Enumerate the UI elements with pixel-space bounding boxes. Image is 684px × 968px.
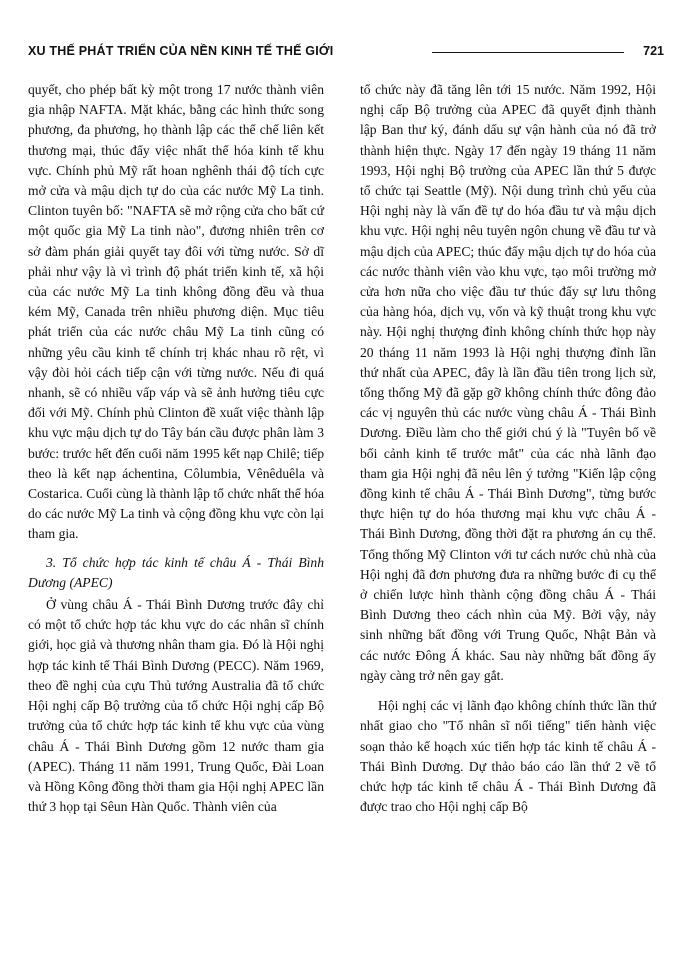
paragraph-leaders-meeting: Hội nghị các vị lãnh đạo không chính thức lần thứ nhất giao cho "Tổ nhân sĩ nổi tiếng" tiến hành việc soạn thảo kế hoạch xúc tiến hợp tác kinh tế châu Á - Thái Bình Dương. Dự thảo báo cáo lần thứ 2 về tổ chức hợp tác kinh tế châu Á - Thái Bình Dương đã được trao cho Hội nghị cấp Bộ [360, 698, 656, 815]
page-number: 721 [643, 44, 664, 58]
paragraph-apec-origin: Ở vùng châu Á - Thái Bình Dương trước đây chỉ có một tổ chức hợp tác khu vực do các nhân sĩ chính giới, học giả và thương nhân tham gia. Đó là Hội nghị hợp tác kinh tế Thái Bình Dương (PECC). Năm 1969, theo đề nghị của cựu Thủ tướng Australia đã tổ chức Hội nghị cấp Bộ trưởng của tổ chức Hội nghị cấp Bộ trưởng của tổ chức hợp tác kinh tế khu vực của vùng châu Á - Thái Bình Dương gồm 12 nước tham gia (APEC). Tháng 11 năm 1991, Trung Quốc, Đài Loan và Hồng Kông đồng thời tham gia Hội nghị APEC lần thứ 3 họp tại Sêun Hàn Quốc. Thành viên của [28, 597, 324, 815]
right-column [360, 80, 656, 817]
running-title: XU THẾ PHÁT TRIỂN CỦA NỀN KINH TẾ THẾ GIỚI [28, 44, 334, 58]
paragraph-nafta: quyết, cho phép bất kỳ một trong 17 nước thành viên gia nhập NAFTA. Mặt khác, bằng các hình thức song phương, đa phương, họ thành lập các thể chế liên kết thương mại, thúc đẩy việc nhất thể hóa kinh tế khu vực. Chính phủ Mỹ rất hoan nghênh thái độ tích cực mở cửa và mậu dịch tự do của các nước Mỹ La tinh. Clinton tuyên bố: "NAFTA sẽ mở rộng cửa cho bất cứ một quốc gia Mỹ La tinh nào", đương nhiên trên cơ sở đàm phán giải quyết tay đôi với từng nước. Sở dĩ phải như vậy là vì trình độ phát triển kinh tế, xã hội của các nước Mỹ La tinh không đồng đều và thua kém Mỹ, Canada trên nhiều phương diện. Mục tiêu phát triển của các nước châu Mỹ La tinh cũng có những yêu cầu kinh tế chính trị khác nhau rõ rệt, vì vậy đòi hỏi cách tiếp cận với từng nước. Nếu đi quá nhanh, sẽ có nhiều vấp váp và sẽ ảnh hưởng tiêu cực đối với Mỹ. Chính phủ Clinton đề xuất việc thành lập khu vực mậu dịch tự do Tây bán cầu được phân làm 3 bước: trước hết đến cuối năm 1995 kết nạp Chilê; tiếp theo là kết nạp áchentina, Côlumbia, Vênêduêla và Costarica. Cuối cùng là thành lập tổ chức nhất thể hóa do các nước Mỹ La tinh và cộng đồng khu vực còn lại tham gia. [28, 82, 324, 542]
page-header [28, 44, 664, 70]
section-heading-apec: 3. Tổ chức hợp tác kinh tế châu Á - Thái Bình Dương (APEC) [28, 554, 324, 590]
left-column [28, 80, 324, 817]
paragraph-apec-members: tổ chức này đã tăng lên tới 15 nước. Năm 1992, Hội nghị cấp Bộ trưởng của APEC đã quyết định thành lập Ban thư ký, đánh dấu sự vận hành của nó đã trở thành hiện thực. Ngày 17 đến ngày 19 tháng 11 năm 1993, Hội nghị Bộ trưởng của APEC lần thứ 5 được tổ chức tại Seattle (Mỹ). Nội dung trình chủ yếu của Hội nghị này là vấn đề tự do hóa đầu tư và mậu dịch khu vực. Hội nghị nêu tuyên ngôn chung về đầu tư và mậu dịch của APEC; thúc đẩy mậu dịch tự do hóa của các nước thành viên vào khu vực, tạo môi trường mở cửa hơn nữa cho việc đầu tư thúc đẩy sự lưu thông của hàng hóa, dịch vụ, vốn và kỹ thuật trong khu vực này. Hội nghị thượng đỉnh không chính thức họp này 20 tháng 11 năm 1993 là Hội nghị thượng đỉnh lần thứ nhất của APEC, đây là lần đầu tiên trong lịch sử, tổng thống Mỹ đã gặp gỡ không chính thức đông đảo các vị nguyên thủ các nước vùng châu Á - Thái Bình Dương. Điều làm cho thế giới chú ý là "Tuyên bố về bối cảnh kinh tế trước mắt" của các nhà lãnh đạo tham gia Hội nghị đã nêu lên ý tưởng "Kiến lập cộng đồng kinh tế châu Á - Thái Bình Dương", từng bước thực hiện tự do hóa thương mại khu vực châu Á - Thái Bình Dương, đồng thời đặt ra phương án cụ thể. Tổng thống Mỹ Clinton với tư cách nước chủ nhà của Hội nghị đã đơn phương đưa ra những bước đi cụ thể ở chiến lược hình thành cộng đồng châu Á - Thái Bình Dương theo cách nhìn của Mỹ. Bởi vậy, nảy sinh những bất đồng với Trung Quốc, Nhật Bản và các nước Đông Á khác. Sau này những bất đồng ấy ngày càng trở nên gay gắt. [360, 82, 656, 683]
header-rule [432, 52, 624, 53]
